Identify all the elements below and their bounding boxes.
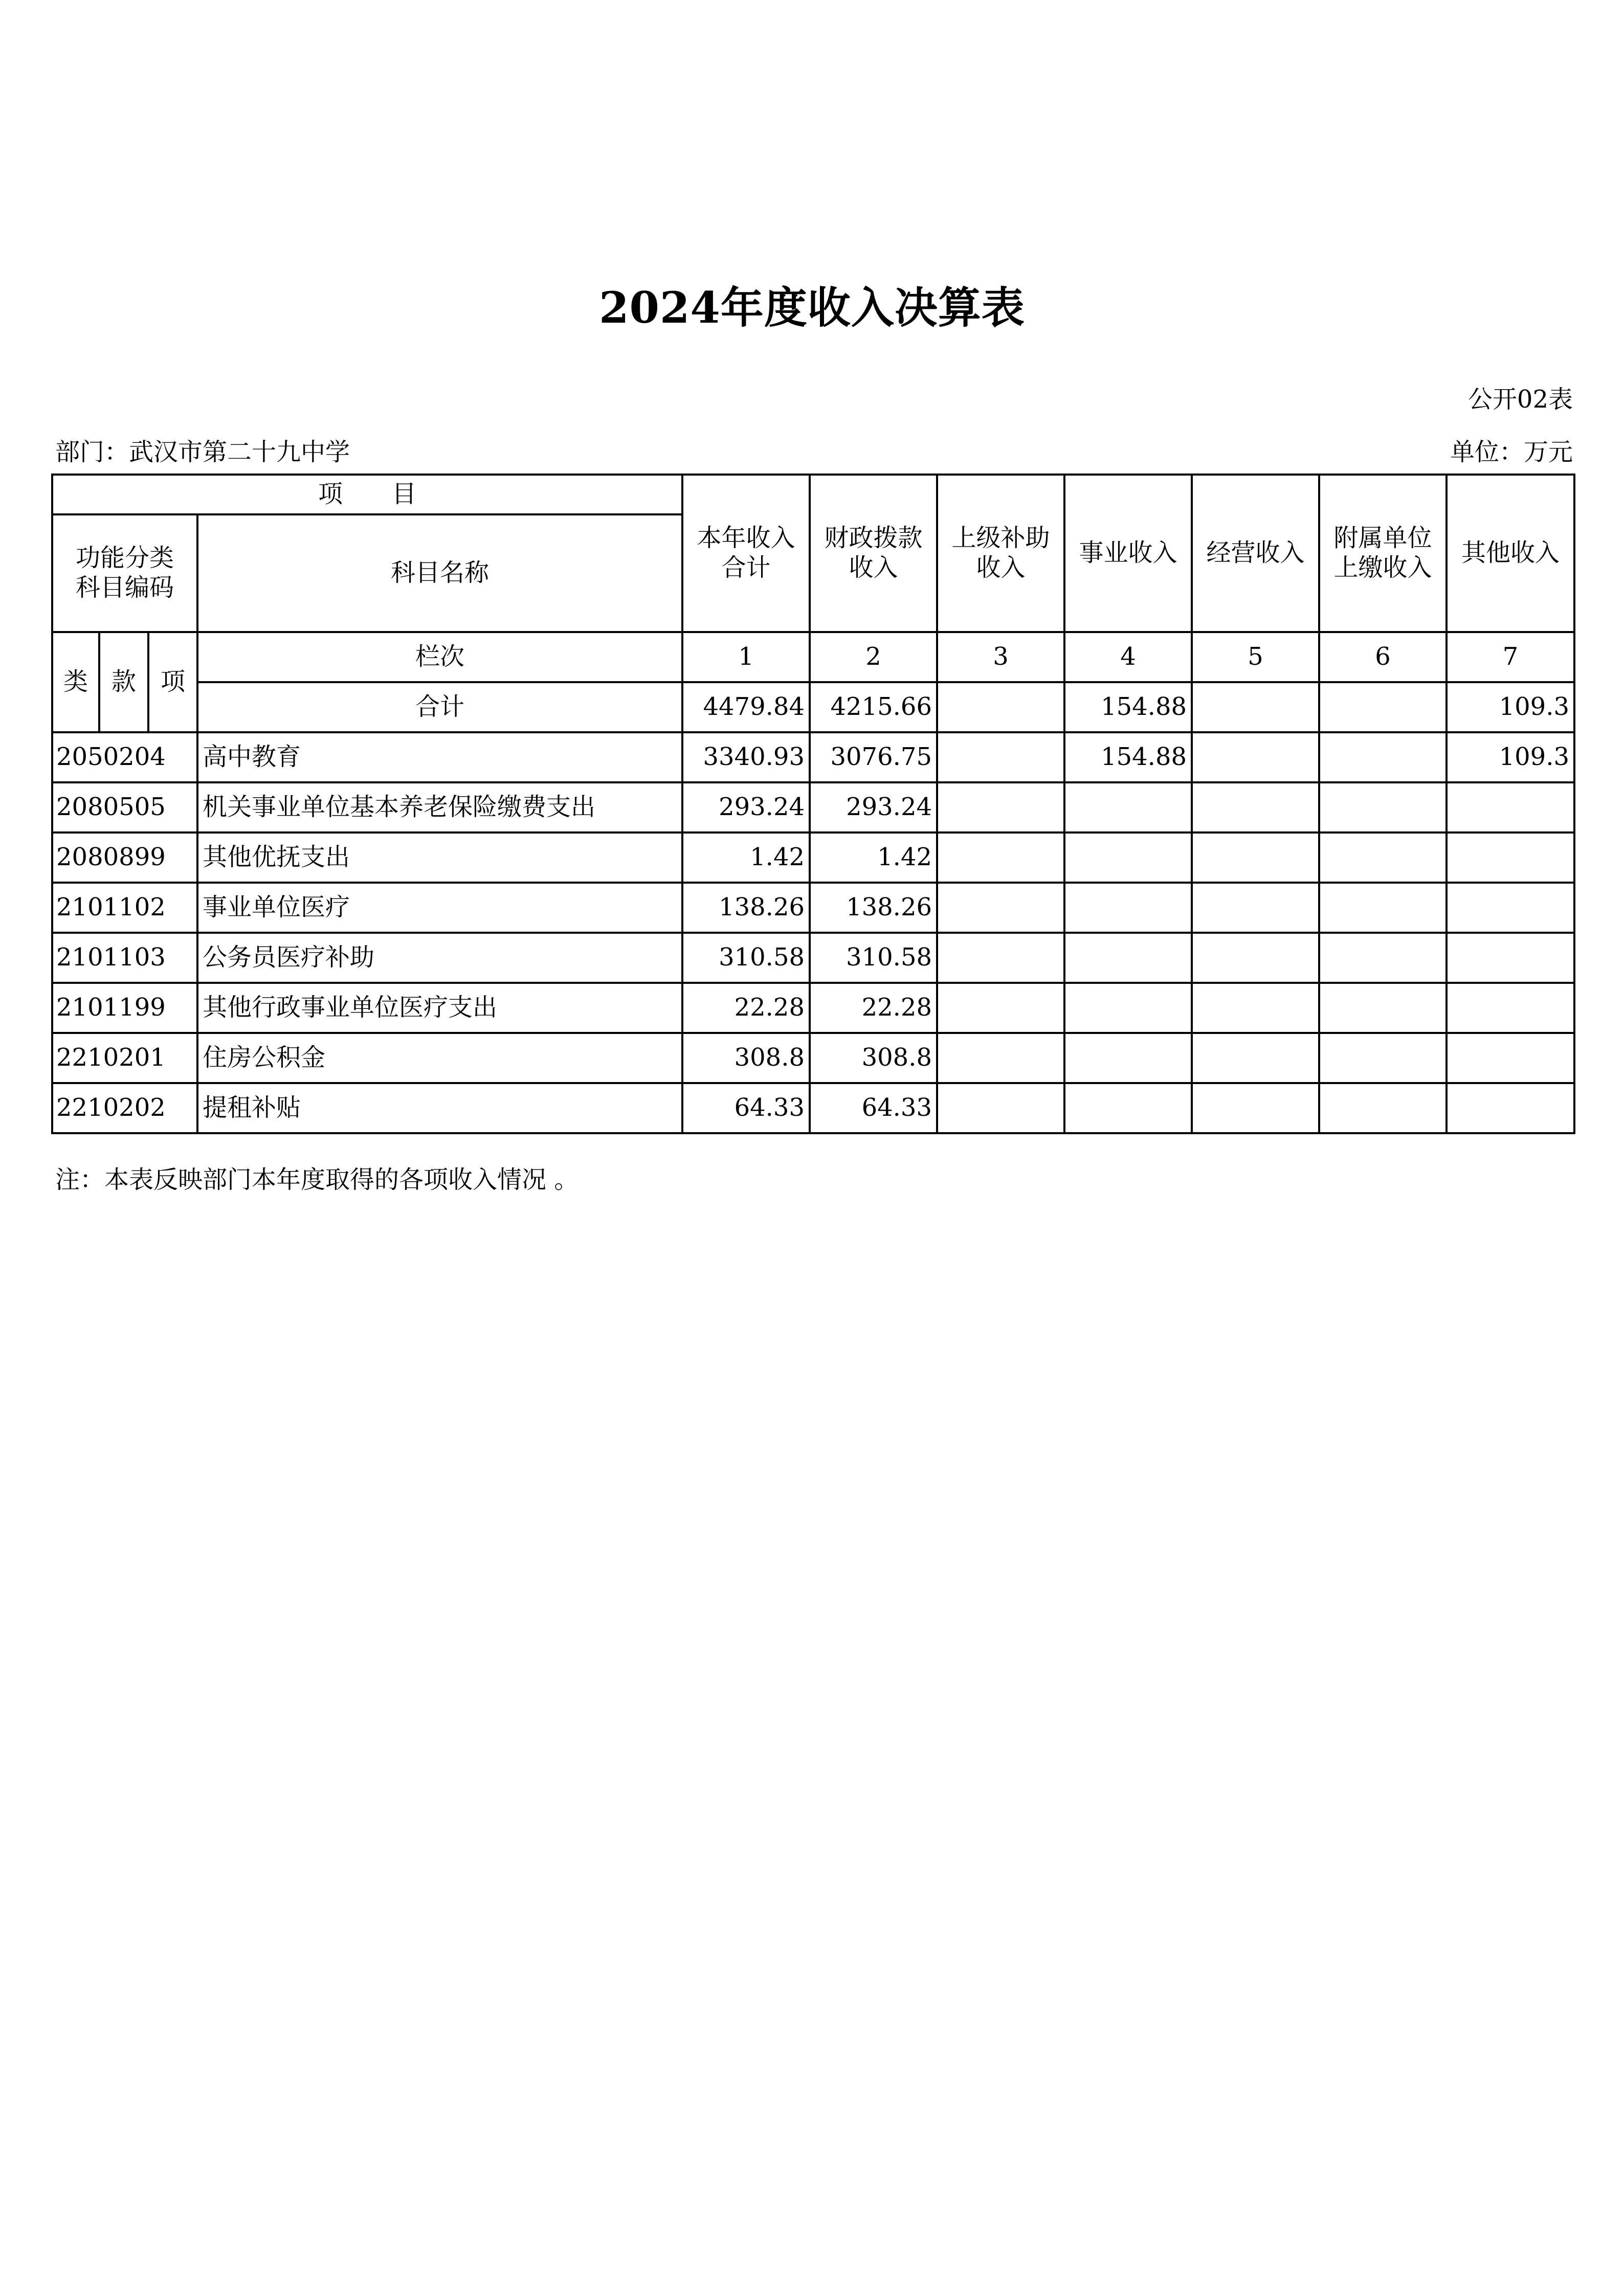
row-value xyxy=(1447,933,1574,983)
header-col-3: 上级补助收入 xyxy=(937,475,1064,632)
unit-label: 单位：万元 xyxy=(1450,438,1573,466)
row-value xyxy=(1064,832,1192,883)
row-value xyxy=(1319,983,1447,1033)
total-label: 合计 xyxy=(197,682,682,732)
row-value xyxy=(1319,782,1447,832)
row-value xyxy=(1192,1033,1319,1083)
total-value xyxy=(937,682,1064,732)
col-number-1: 1 xyxy=(682,632,810,682)
row-code: 2210201 xyxy=(52,1033,197,1083)
row-value: 3340.93 xyxy=(682,732,810,782)
row-value xyxy=(1319,1033,1447,1083)
row-value: 154.88 xyxy=(1064,732,1192,782)
row-code: 2080899 xyxy=(52,832,197,883)
table-row xyxy=(52,832,1574,883)
header-xiang: 项 xyxy=(148,632,197,732)
row-value xyxy=(1192,782,1319,832)
row-name: 事业单位医疗 xyxy=(197,883,682,933)
header-item: 项 目 xyxy=(52,475,682,514)
row-value xyxy=(1447,983,1574,1033)
row-value xyxy=(1064,1083,1192,1133)
row-value xyxy=(1064,883,1192,933)
table-row xyxy=(52,933,1574,983)
header-func-code: 功能分类科目编码 xyxy=(52,514,197,632)
row-value xyxy=(1192,933,1319,983)
header-kuan: 款 xyxy=(99,632,148,732)
row-value xyxy=(1319,832,1447,883)
col-number-2: 2 xyxy=(810,632,937,682)
header-col-5: 经营收入 xyxy=(1192,475,1319,632)
row-value xyxy=(1319,933,1447,983)
total-value xyxy=(1192,682,1319,732)
total-value: 154.88 xyxy=(1064,682,1192,732)
row-value xyxy=(1192,732,1319,782)
row-value xyxy=(937,883,1064,933)
table-header xyxy=(52,475,1574,732)
row-value xyxy=(1064,1033,1192,1083)
row-value xyxy=(937,983,1064,1033)
row-value xyxy=(937,1033,1064,1083)
row-value xyxy=(1064,933,1192,983)
row-name: 高中教育 xyxy=(197,732,682,782)
row-code: 2080505 xyxy=(52,782,197,832)
header-col-1: 本年收入合计 xyxy=(682,475,810,632)
table-row xyxy=(52,782,1574,832)
row-value xyxy=(1319,1083,1447,1133)
total-row xyxy=(52,682,1574,732)
table-note: 注：本表反映部门本年度取得的各项收入情况 。 xyxy=(55,1165,579,1194)
row-name: 其他行政事业单位医疗支出 xyxy=(197,983,682,1033)
row-code: 2050204 xyxy=(52,732,197,782)
row-value: 3076.75 xyxy=(810,732,937,782)
col-number-4: 4 xyxy=(1064,632,1192,682)
header-lanci: 栏次 xyxy=(197,632,682,682)
table-row xyxy=(52,732,1574,782)
row-value: 308.8 xyxy=(682,1033,810,1083)
row-value xyxy=(1192,1083,1319,1133)
row-value xyxy=(1447,782,1574,832)
row-value xyxy=(937,1083,1064,1133)
row-value xyxy=(1447,1083,1574,1133)
table-row xyxy=(52,983,1574,1033)
row-name: 提租补贴 xyxy=(197,1083,682,1133)
row-value xyxy=(1192,832,1319,883)
row-value xyxy=(1064,983,1192,1033)
header-col-4: 事业收入 xyxy=(1064,475,1192,632)
col-number-3: 3 xyxy=(937,632,1064,682)
row-value: 138.26 xyxy=(682,883,810,933)
row-value: 22.28 xyxy=(810,983,937,1033)
row-name: 公务员医疗补助 xyxy=(197,933,682,983)
total-value: 4215.66 xyxy=(810,682,937,732)
row-code: 2101102 xyxy=(52,883,197,933)
row-name: 住房公积金 xyxy=(197,1033,682,1083)
row-name: 机关事业单位基本养老保险缴费支出 xyxy=(197,782,682,832)
row-value xyxy=(937,732,1064,782)
header-col-2: 财政拨款收入 xyxy=(810,475,937,632)
row-value: 293.24 xyxy=(810,782,937,832)
row-value xyxy=(1192,883,1319,933)
row-value xyxy=(1319,883,1447,933)
income-table xyxy=(51,474,1575,1134)
row-value: 138.26 xyxy=(810,883,937,933)
row-value: 1.42 xyxy=(682,832,810,883)
total-value: 4479.84 xyxy=(682,682,810,732)
header-subject-name: 科目名称 xyxy=(197,514,682,632)
col-number-6: 6 xyxy=(1319,632,1447,682)
col-number-7: 7 xyxy=(1447,632,1574,682)
table-body xyxy=(52,732,1574,1133)
row-value: 310.58 xyxy=(810,933,937,983)
row-value: 308.8 xyxy=(810,1033,937,1083)
row-code: 2210202 xyxy=(52,1083,197,1133)
page-title: 2024年度收入决算表 xyxy=(599,282,1025,333)
row-value: 293.24 xyxy=(682,782,810,832)
row-value: 109.3 xyxy=(1447,732,1574,782)
row-value xyxy=(937,782,1064,832)
form-number: 公开02表 xyxy=(1467,385,1573,414)
header-col-7: 其他收入 xyxy=(1447,475,1574,632)
header-col-6: 附属单位上缴收入 xyxy=(1319,475,1447,632)
row-value xyxy=(937,933,1064,983)
row-value xyxy=(1447,883,1574,933)
table-row xyxy=(52,1033,1574,1083)
row-value xyxy=(937,832,1064,883)
row-value: 64.33 xyxy=(682,1083,810,1133)
table-row xyxy=(52,1083,1574,1133)
row-code: 2101103 xyxy=(52,933,197,983)
row-value: 310.58 xyxy=(682,933,810,983)
row-value xyxy=(1064,782,1192,832)
row-name: 其他优抚支出 xyxy=(197,832,682,883)
table-row xyxy=(52,883,1574,933)
row-value xyxy=(1447,832,1574,883)
row-value: 64.33 xyxy=(810,1083,937,1133)
department-label: 部门：武汉市第二十九中学 xyxy=(55,438,350,466)
header-lei: 类 xyxy=(52,632,99,732)
row-value xyxy=(1447,1033,1574,1083)
row-value xyxy=(1192,983,1319,1033)
row-value xyxy=(1319,732,1447,782)
row-value: 1.42 xyxy=(810,832,937,883)
total-value xyxy=(1319,682,1447,732)
col-number-5: 5 xyxy=(1192,632,1319,682)
row-code: 2101199 xyxy=(52,983,197,1033)
total-value: 109.3 xyxy=(1447,682,1574,732)
row-value: 22.28 xyxy=(682,983,810,1033)
